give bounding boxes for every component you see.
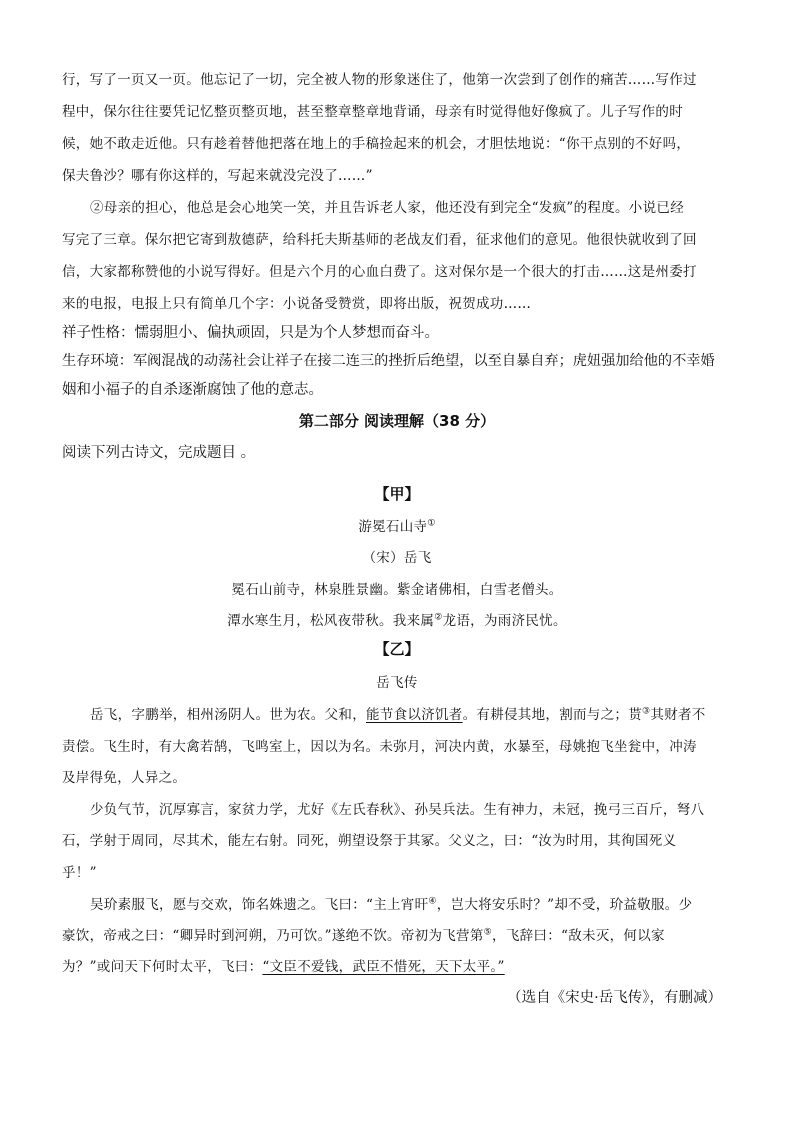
poem-line-2: 潭水寒生月，松风夜带秋。我来属②龙语，为雨济民忧。 — [227, 612, 567, 629]
prose-p2-line-2: 石，学射于周同，尽其术，能左右射。同死，朔望设祭于其冢。父义之，曰：“汝为时用，其徇国死义 — [62, 833, 677, 849]
footnote-marker-2: ② — [434, 612, 443, 623]
story-line-8: 来的电报，电报上只有简单几个字：小说备受赞赏，即将出版，祝贺成功…… — [62, 296, 532, 312]
source-note: （选自《宋史·岳飞传》，有删减） — [507, 990, 722, 1006]
prose-p1-line-1: 岳飞，字鹏举，相州汤阴人。世为农。父和，能节食以济饥者。有耕侵其地，割而与之；贳③其财者不 — [90, 706, 706, 723]
story-line-3: 候，她不敢走近他。只有趁着替他把落在地上的手稿捡起来的机会，才胆怯地说：“你干点别的不好吗， — [62, 136, 691, 152]
poem-author: （宋）岳飞 — [362, 550, 432, 566]
prose-p3-line-1: 吴玠素服飞，愿与交欢，饰名姝遗之。飞曰：“主上宵旰④，岂大将安乐时？”却不受，玠益敬服。少 — [90, 896, 693, 913]
yi-label: 【乙】 — [374, 640, 420, 658]
footnote-marker-1: ① — [427, 518, 436, 529]
underlined-quote: “文臣不爱钱，武臣不惜死，天下太平。” — [262, 959, 505, 975]
poem-line-1: 冕石山前寺，林泉胜景幽。紫金诸佛相，白雪老僧头。 — [231, 582, 563, 598]
xiangzi-character-answer: 祥子性格：懦弱胆小、偏执顽固，只是为个人梦想而奋斗。 — [62, 325, 439, 341]
prose-p1-line-3: 及岸得免，人异之。 — [62, 770, 187, 786]
underlined-phrase-1: 能节食以济饥者 — [366, 707, 463, 723]
story-line-1: 行，写了一页又一页。他忘记了一切，完全被人物的形象迷住了，他第一次尝到了创作的痛苦……写作过 — [62, 72, 697, 88]
prose-title: 岳飞传 — [376, 675, 418, 691]
footnote-marker-5: ⑤ — [483, 927, 493, 938]
story-line-6: 写完了三章。保尔把它寄到敖德萨，给科托夫斯基师的老战友们看，征求他们的意见。他很快就收到了回 — [62, 232, 697, 248]
footnote-marker-4: ④ — [428, 896, 437, 907]
story-line-2: 程中，保尔往往要凭记忆整页整页地，甚至整章整章地背诵，母亲有时觉得他好像疯了。儿子写作的时 — [62, 104, 683, 120]
prose-p2-line-3: 乎！” — [62, 865, 97, 881]
section-instruction: 阅读下列古诗文，完成题目 。 — [62, 445, 256, 461]
story-line-4: 保夫鲁沙？哪有你这样的，写起来就没完没了……” — [62, 168, 373, 184]
section-title: 第二部分 阅读理解（38 分） — [298, 412, 496, 430]
story-line-5: ②母亲的担心，他总是会心地笑一笑，并且告诉老人家，他还没有到完全“发疯”的程度。小说已经 — [90, 200, 685, 216]
footnote-marker-3: ③ — [642, 706, 651, 717]
prose-p3-line-3: 为？”或问天下何时太平，飞曰：“文臣不爱钱，武臣不惜死，天下太平。” — [62, 959, 505, 975]
prose-p3-line-2: 豪饮，帝戒之曰：“卿异时到河朔，乃可饮。”遂绝不饮。帝初为飞营第⑤，飞辞曰：“敌未灭，何以家 — [62, 927, 665, 944]
poem-title: 游冕石山寺① — [358, 518, 436, 535]
jia-label: 【甲】 — [374, 485, 420, 503]
prose-p1-line-2: 责偿。飞生时，有大禽若鹄，飞鸣室上，因以为名。未弥月，河决内黄，水暴至，母姚抱飞坐瓮中，冲涛 — [62, 739, 697, 755]
environment-answer-line-2: 姻和小福子的自杀逐渐腐蚀了他的意志。 — [62, 382, 323, 398]
prose-p2-line-1: 少负气节，沉厚寡言，家贫力学，尤好《左氏春秋》、孙吴兵法。生有神力，未冠，挽弓三百斤，弩八 — [90, 802, 705, 818]
environment-answer-line-1: 生存环境：军阀混战的动荡社会让祥子在接二连三的挫折后绝望，以至自暴自弃；虎妞强加给他的不幸婚 — [62, 353, 715, 369]
story-line-7: 信，大家都称赞他的小说写得好。但是六个月的心血白费了。这对保尔是一个很大的打击……这是州委打 — [62, 264, 697, 280]
